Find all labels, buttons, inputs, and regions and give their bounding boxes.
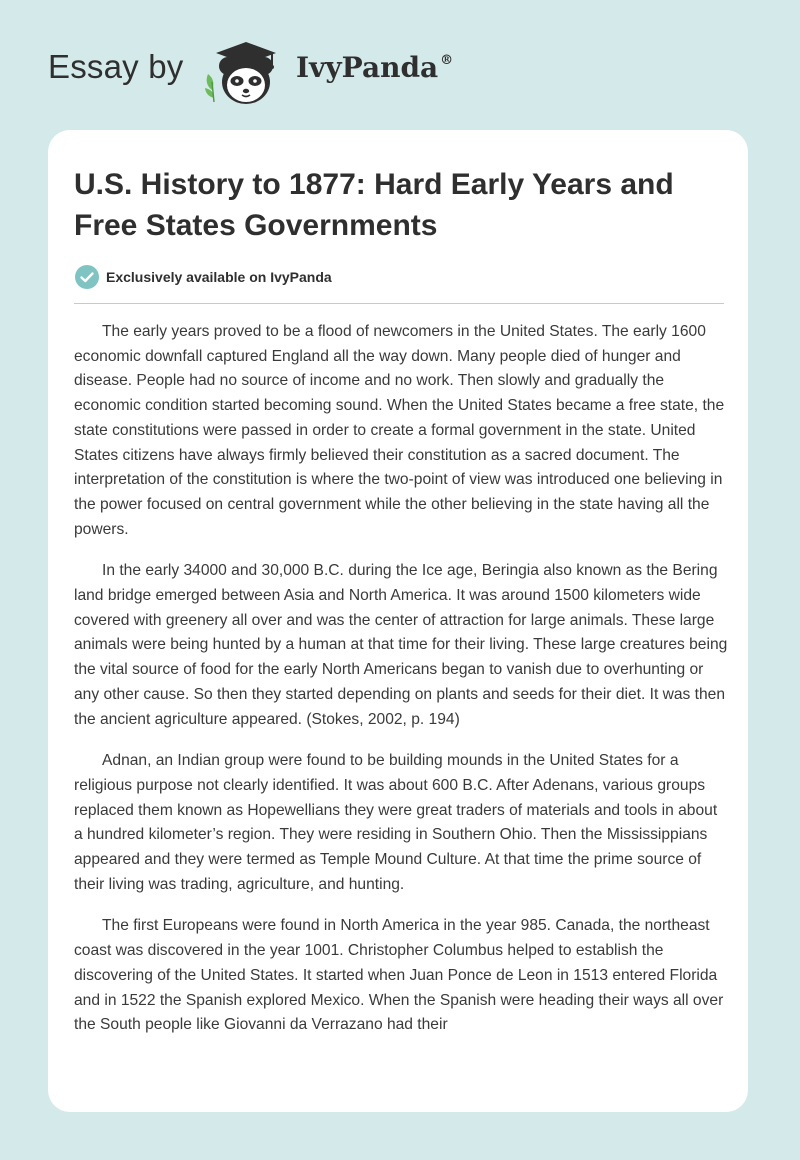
- essay-card: [48, 130, 748, 1112]
- exclusive-badge-text: Exclusively available on IvyPanda: [106, 269, 332, 285]
- divider: [74, 303, 724, 304]
- paragraph: Adnan, an Indian group were found to be building mounds in the United States for a religious purpose not clearly identified. It was about 600 B.C. After Adenans, various groups replaced them known as Hopewellians they were great traders of materials and tools in about a hundred kilometer’s region. They were residing in Southern Ohio. Then the Mississippians appeared and they were termed as Temple Mound Culture. At that time the prime source of their living was trading, agriculture, and hunting.: [74, 752, 718, 893]
- paragraph: The early years proved to be a flood of newcomers in the United States. The early 1600 economic downfall captured England all the way down. Many people died of hunger and disease. People had no source of income and no work. Then slowly and gradually the economic condition started becoming sound. When the United States became a free state, the state constitutions were passed in order to create a formal government in the state. United States citizens have always firmly believed their constitution as a sacred document. The interpretation of the constitution is where the two-point of view was introduced one believing in the power focused on central government while the other believing in the state having all the powers.: [74, 323, 725, 538]
- site-header: [0, 0, 800, 120]
- page-title: U.S. History to 1877: Hard Early Years and Free States Governments: [74, 168, 674, 242]
- check-circle-icon: [74, 264, 100, 290]
- brand-prefix: Essay by: [48, 48, 184, 85]
- panda-graduation-cap-icon: [200, 36, 292, 108]
- paragraph: In the early 34000 and 30,000 B.C. during the Ice age, Beringia also known as the Bering land bridge emerged between Asia and North America. It was around 1500 kilometers wide covered with greenery all over and was the center of attraction for large animals. These large animals were being hunted by a human at that time for their living. These large creatures being the vital source of food for the early North Americans began to vanish due to overhunting or any other cause. So then they started depending on plants and seeds for their diet. It was then the ancient agriculture appeared. (Stokes, 2002, p. 194): [74, 562, 728, 728]
- exclusive-badge: [74, 264, 332, 290]
- paragraph: The first Europeans were found in North America in the year 985. Canada, the northeast coast was discovered in the year 1001. Christopher Columbus helped to establish the discovering of the United States. It started when Juan Ponce de Leon in 1513 entered Florida and in 1522 the Spanish explored Mexico. When the Spanish were heading their ways all over the South people like Giovanni da Verrazano had their: [74, 917, 724, 1034]
- essay-body: [74, 320, 728, 1055]
- registered-mark: ®: [440, 53, 454, 68]
- brand-name-text: IvyPanda: [296, 51, 439, 84]
- brand-name: [296, 51, 454, 84]
